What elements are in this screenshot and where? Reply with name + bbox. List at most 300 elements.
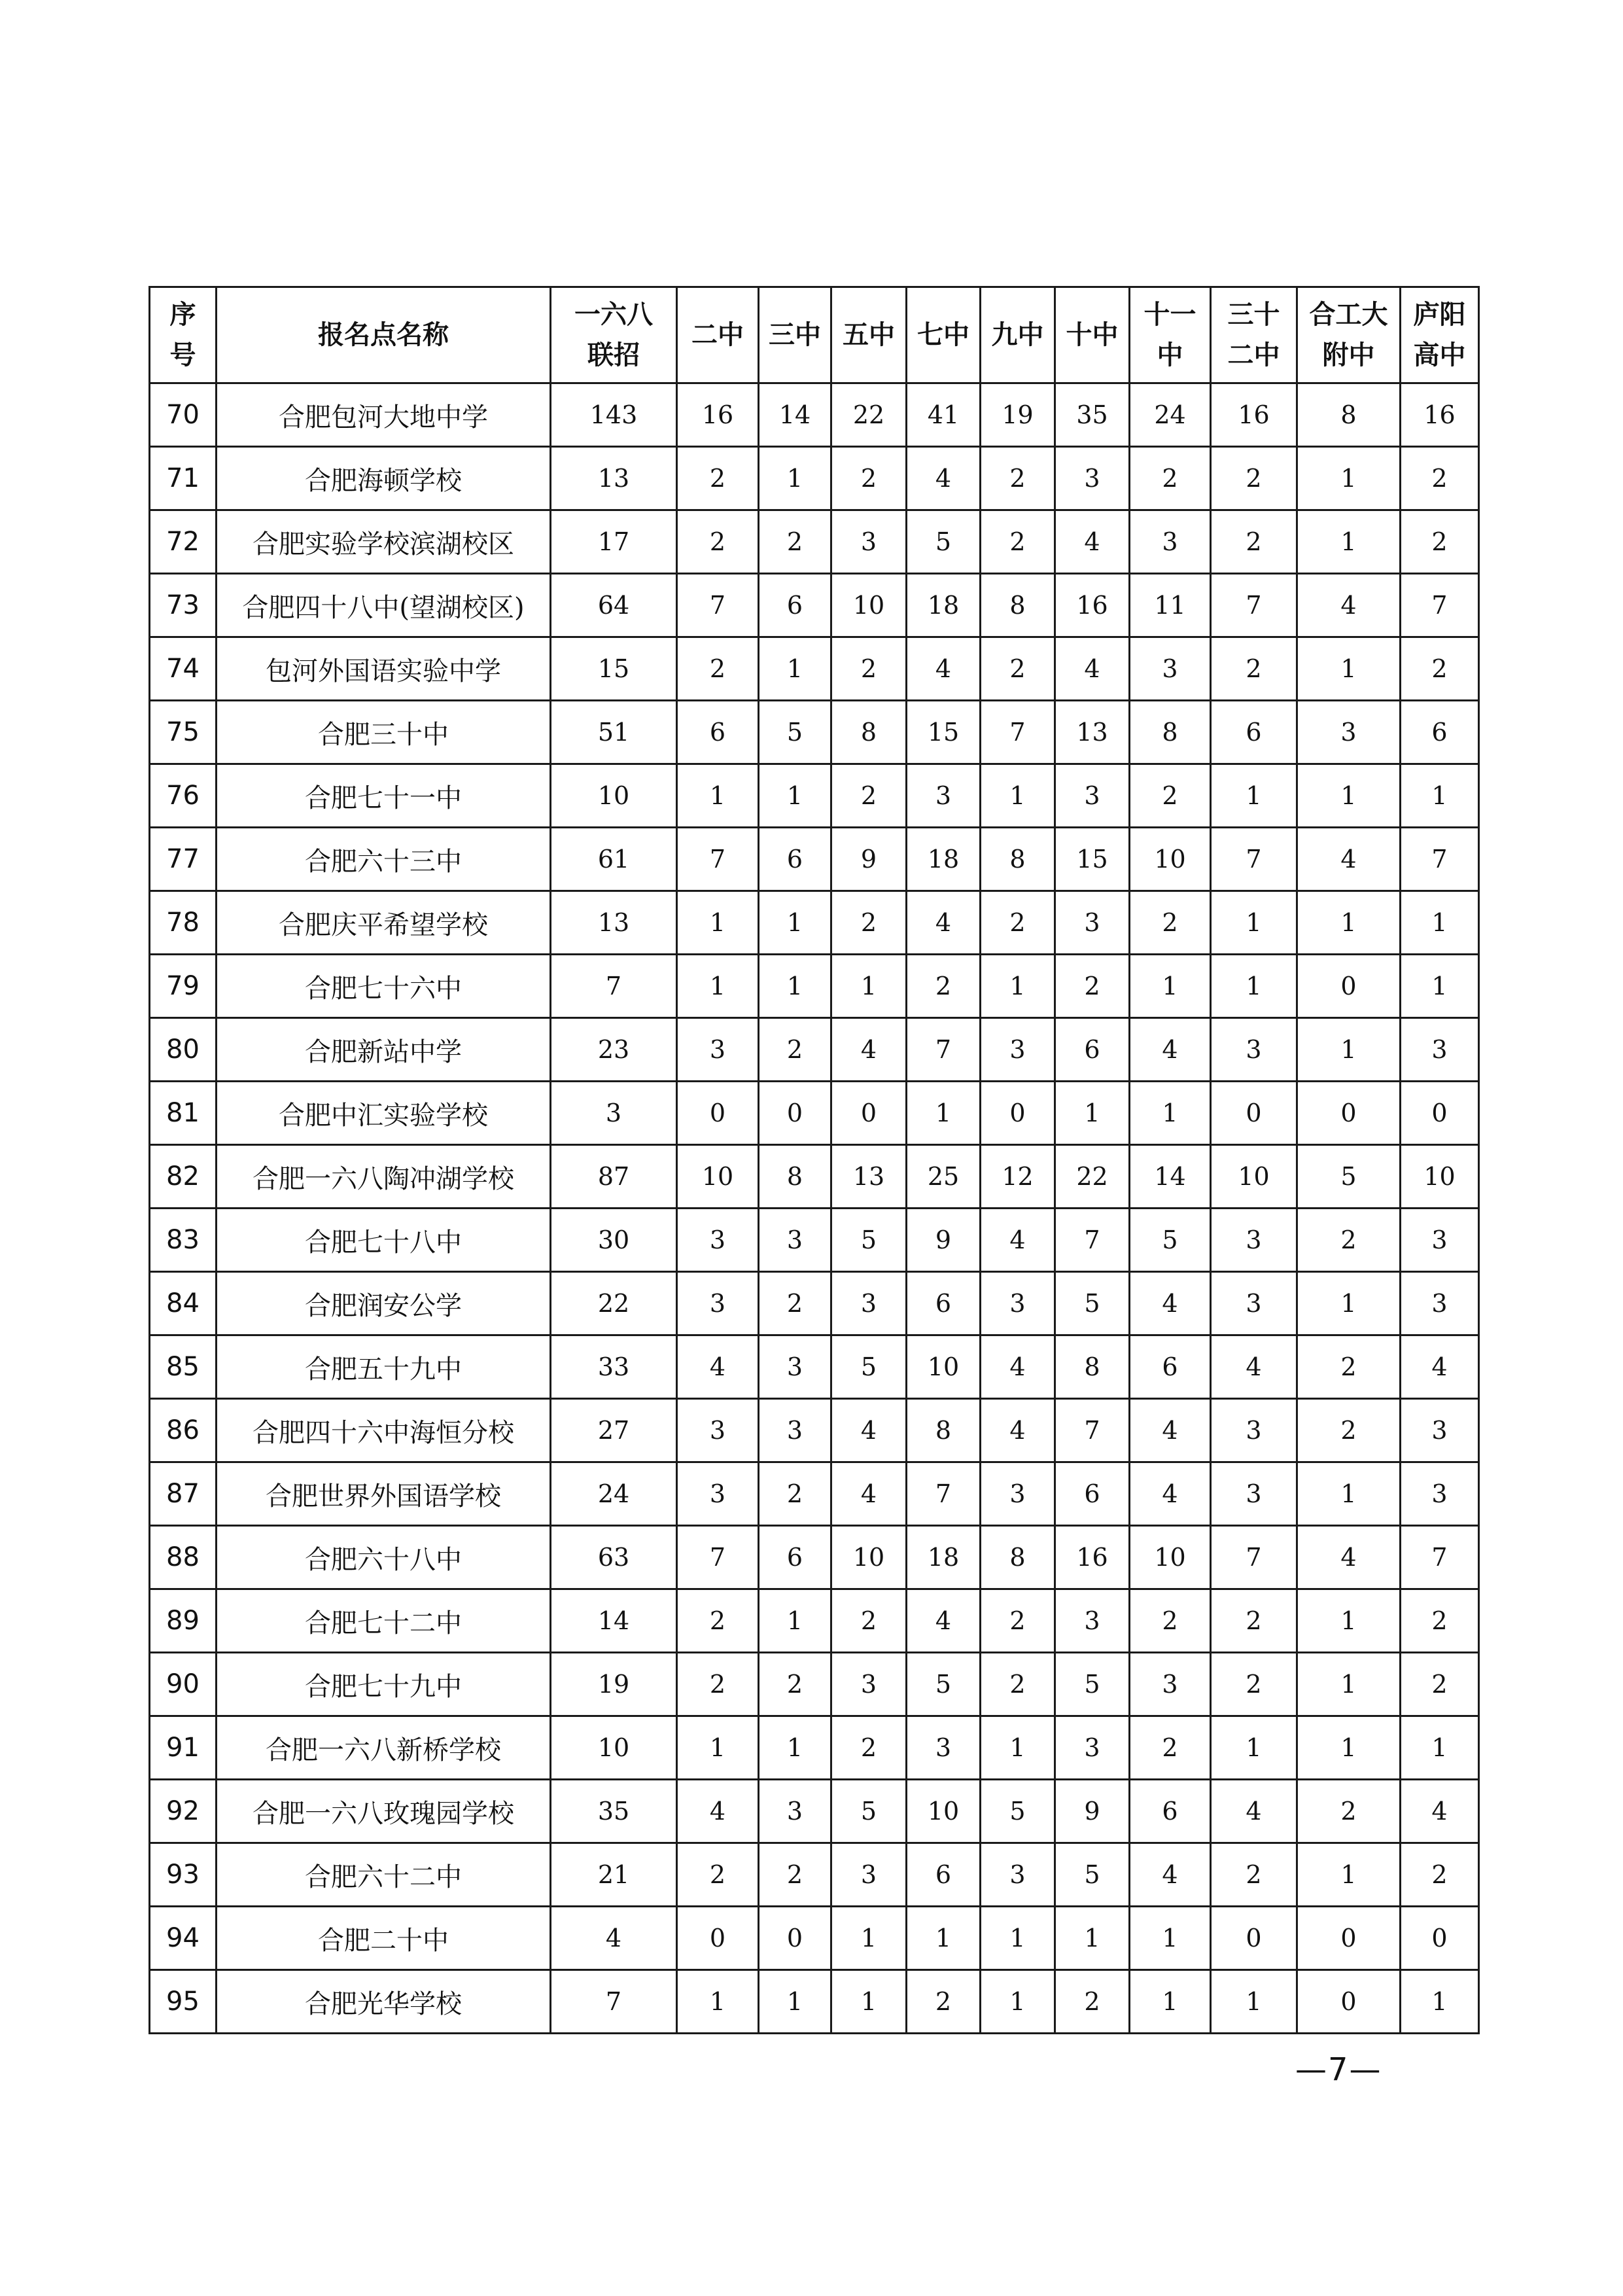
quota-cell: 24 (551, 1462, 677, 1526)
quota-cell: 8 (981, 1526, 1055, 1589)
quota-cell: 7 (677, 1526, 759, 1589)
quota-cell: 1 (1297, 1018, 1401, 1082)
quota-cell: 6 (677, 701, 759, 764)
quota-cell: 2 (907, 955, 981, 1018)
table-row (150, 1780, 1479, 1843)
quota-cell: 0 (831, 1082, 907, 1145)
quota-cell: 3 (1130, 510, 1211, 574)
row-number-cell: 95 (150, 1970, 217, 2034)
school-name-cell: 合肥七十一中 (217, 764, 551, 828)
column-header: 十一 中 (1130, 287, 1211, 383)
row-number-cell: 77 (150, 828, 217, 891)
quota-cell: 3 (759, 1780, 831, 1843)
column-header: 十中 (1055, 287, 1130, 383)
quota-cell: 1 (831, 955, 907, 1018)
quota-cell: 5 (1055, 1653, 1130, 1716)
quota-cell: 2 (907, 1970, 981, 2034)
quota-cell: 16 (677, 383, 759, 447)
quota-cell: 1 (1130, 1907, 1211, 1970)
quota-cell: 16 (1055, 1526, 1130, 1589)
quota-cell: 2 (1211, 1843, 1297, 1907)
quota-cell: 1 (1297, 510, 1401, 574)
quota-cell: 15 (551, 637, 677, 701)
quota-cell: 14 (759, 383, 831, 447)
school-name-cell: 合肥一六八陶冲湖学校 (217, 1145, 551, 1209)
quota-cell: 12 (981, 1145, 1055, 1209)
quota-cell: 0 (677, 1082, 759, 1145)
quota-cell: 5 (831, 1780, 907, 1843)
quota-cell: 10 (831, 574, 907, 637)
quota-cell: 8 (1130, 701, 1211, 764)
table-row (150, 510, 1479, 574)
quota-cell: 10 (907, 1335, 981, 1399)
quota-cell: 6 (759, 574, 831, 637)
quota-cell: 2 (1401, 1843, 1479, 1907)
column-header: 二中 (677, 287, 759, 383)
quota-cell: 5 (907, 510, 981, 574)
quota-cell: 7 (1401, 1526, 1479, 1589)
quota-cell: 9 (831, 828, 907, 891)
quota-cell: 3 (831, 510, 907, 574)
quota-cell: 7 (1055, 1399, 1130, 1462)
quota-cell: 0 (1297, 1970, 1401, 2034)
quota-cell: 1 (907, 1082, 981, 1145)
quota-cell: 2 (759, 1272, 831, 1335)
quota-cell: 22 (551, 1272, 677, 1335)
quota-cell: 3 (1055, 1716, 1130, 1780)
quota-cell: 4 (907, 1589, 981, 1653)
quota-cell: 2 (1211, 510, 1297, 574)
quota-cell: 7 (1401, 574, 1479, 637)
quota-cell: 2 (759, 1462, 831, 1526)
quota-cell: 35 (551, 1780, 677, 1843)
quota-cell: 2 (759, 1018, 831, 1082)
quota-cell: 17 (551, 510, 677, 574)
quota-cell: 16 (1055, 574, 1130, 637)
quota-cell: 1 (1130, 1970, 1211, 2034)
quota-cell: 1 (1055, 1907, 1130, 1970)
quota-cell: 1 (759, 1589, 831, 1653)
quota-cell: 2 (981, 1589, 1055, 1653)
quota-cell: 2 (759, 1843, 831, 1907)
quota-cell: 1 (677, 764, 759, 828)
quota-cell: 4 (1297, 574, 1401, 637)
quota-cell: 1 (677, 1970, 759, 2034)
quota-cell: 1 (981, 1907, 1055, 1970)
quota-cell: 2 (677, 1589, 759, 1653)
quota-cell: 7 (1211, 828, 1297, 891)
quota-cell: 1 (1297, 1716, 1401, 1780)
table-row (150, 1145, 1479, 1209)
quota-cell: 4 (1297, 828, 1401, 891)
quota-cell: 23 (551, 1018, 677, 1082)
quota-cell: 1 (831, 1970, 907, 2034)
school-name-cell: 合肥六十八中 (217, 1526, 551, 1589)
quota-cell: 13 (831, 1145, 907, 1209)
quota-cell: 2 (1401, 1589, 1479, 1653)
quota-cell: 6 (1055, 1018, 1130, 1082)
quota-cell: 5 (1055, 1843, 1130, 1907)
quota-cell: 4 (1130, 1462, 1211, 1526)
row-number-cell: 94 (150, 1907, 217, 1970)
quota-cell: 8 (831, 701, 907, 764)
quota-cell: 1 (1401, 764, 1479, 828)
table-row (150, 574, 1479, 637)
quota-cell: 2 (1055, 955, 1130, 1018)
school-name-cell: 合肥中汇实验学校 (217, 1082, 551, 1145)
quota-cell: 1 (759, 1716, 831, 1780)
quota-cell: 2 (677, 637, 759, 701)
quota-cell: 4 (981, 1399, 1055, 1462)
table-row (150, 1653, 1479, 1716)
quota-cell: 10 (907, 1780, 981, 1843)
quota-cell: 1 (1211, 1716, 1297, 1780)
quota-cell: 2 (831, 447, 907, 510)
quota-cell: 2 (981, 447, 1055, 510)
quota-cell: 2 (981, 1653, 1055, 1716)
quota-cell: 6 (1130, 1335, 1211, 1399)
school-name-cell: 合肥新站中学 (217, 1018, 551, 1082)
quota-cell: 2 (831, 1589, 907, 1653)
quota-cell: 19 (981, 383, 1055, 447)
quota-cell: 4 (1211, 1335, 1297, 1399)
quota-cell: 51 (551, 701, 677, 764)
quota-cell: 8 (759, 1145, 831, 1209)
quota-cell: 3 (1211, 1462, 1297, 1526)
quota-cell: 7 (1211, 1526, 1297, 1589)
table-row (150, 701, 1479, 764)
school-name-cell: 合肥七十八中 (217, 1209, 551, 1272)
quota-cell: 63 (551, 1526, 677, 1589)
quota-cell: 4 (831, 1018, 907, 1082)
quota-cell: 25 (907, 1145, 981, 1209)
quota-cell: 7 (981, 701, 1055, 764)
quota-cell: 3 (1401, 1399, 1479, 1462)
table-row (150, 955, 1479, 1018)
quota-cell: 2 (1297, 1780, 1401, 1843)
quota-cell: 4 (907, 447, 981, 510)
quota-cell: 3 (981, 1843, 1055, 1907)
quota-cell: 3 (1211, 1209, 1297, 1272)
quota-cell: 8 (907, 1399, 981, 1462)
quota-cell: 1 (759, 764, 831, 828)
quota-cell: 1 (1297, 1462, 1401, 1526)
column-header: 三十 二中 (1211, 287, 1297, 383)
quota-cell: 22 (831, 383, 907, 447)
quota-cell: 8 (981, 574, 1055, 637)
quota-cell: 1 (1055, 1082, 1130, 1145)
quota-cell: 2 (1297, 1209, 1401, 1272)
quota-cell: 2 (1211, 1653, 1297, 1716)
quota-cell: 5 (831, 1335, 907, 1399)
row-number-cell: 71 (150, 447, 217, 510)
quota-cell: 3 (907, 1716, 981, 1780)
row-number-cell: 73 (150, 574, 217, 637)
quota-cell: 2 (1130, 1716, 1211, 1780)
quota-cell: 2 (1401, 510, 1479, 574)
quota-cell: 5 (981, 1780, 1055, 1843)
table-row (150, 1970, 1479, 2034)
quota-cell: 2 (1130, 1589, 1211, 1653)
quota-cell: 7 (1211, 574, 1297, 637)
quota-cell: 7 (907, 1462, 981, 1526)
quota-cell: 4 (1401, 1335, 1479, 1399)
row-number-cell: 88 (150, 1526, 217, 1589)
quota-cell: 0 (1297, 955, 1401, 1018)
school-name-cell: 合肥实验学校滨湖校区 (217, 510, 551, 574)
quota-cell: 3 (1401, 1272, 1479, 1335)
table-row (150, 1399, 1479, 1462)
quota-cell: 0 (677, 1907, 759, 1970)
quota-cell: 2 (677, 510, 759, 574)
quota-cell: 9 (1055, 1780, 1130, 1843)
row-number-cell: 87 (150, 1462, 217, 1526)
quota-cell: 0 (1211, 1082, 1297, 1145)
column-header: 序 号 (150, 287, 217, 383)
quota-cell: 3 (759, 1335, 831, 1399)
enrollment-quota-table-wrapper (148, 286, 1478, 2034)
quota-cell: 1 (1297, 891, 1401, 955)
quota-cell: 1 (1211, 891, 1297, 955)
quota-cell: 1 (759, 447, 831, 510)
quota-cell: 1 (1130, 955, 1211, 1018)
column-header: 报名点名称 (217, 287, 551, 383)
quota-cell: 4 (1055, 637, 1130, 701)
table-row (150, 1907, 1479, 1970)
quota-cell: 19 (551, 1653, 677, 1716)
quota-cell: 5 (1130, 1209, 1211, 1272)
quota-cell: 1 (759, 891, 831, 955)
quota-cell: 3 (759, 1209, 831, 1272)
quota-cell: 4 (1130, 1843, 1211, 1907)
row-number-cell: 82 (150, 1145, 217, 1209)
quota-cell: 3 (1297, 701, 1401, 764)
quota-cell: 6 (1401, 701, 1479, 764)
quota-cell: 4 (1130, 1272, 1211, 1335)
row-number-cell: 80 (150, 1018, 217, 1082)
quota-cell: 3 (677, 1272, 759, 1335)
quota-cell: 8 (1055, 1335, 1130, 1399)
quota-cell: 3 (677, 1462, 759, 1526)
quota-cell: 0 (759, 1907, 831, 1970)
quota-cell: 7 (677, 828, 759, 891)
quota-cell: 4 (831, 1399, 907, 1462)
quota-cell: 10 (1211, 1145, 1297, 1209)
quota-cell: 3 (981, 1018, 1055, 1082)
quota-cell: 1 (831, 1907, 907, 1970)
table-row (150, 637, 1479, 701)
quota-cell: 2 (1130, 447, 1211, 510)
table-row (150, 447, 1479, 510)
row-number-cell: 72 (150, 510, 217, 574)
quota-cell: 6 (759, 828, 831, 891)
quota-cell: 1 (1297, 764, 1401, 828)
quota-cell: 2 (677, 1843, 759, 1907)
quota-cell: 1 (1297, 637, 1401, 701)
quota-cell: 4 (1130, 1018, 1211, 1082)
quota-cell: 3 (677, 1209, 759, 1272)
quota-cell: 2 (1401, 447, 1479, 510)
quota-cell: 61 (551, 828, 677, 891)
quota-cell: 4 (1401, 1780, 1479, 1843)
quota-cell: 14 (1130, 1145, 1211, 1209)
quota-cell: 2 (677, 447, 759, 510)
quota-cell: 0 (1297, 1907, 1401, 1970)
quota-cell: 18 (907, 574, 981, 637)
row-number-cell: 70 (150, 383, 217, 447)
quota-cell: 9 (907, 1209, 981, 1272)
school-name-cell: 合肥海顿学校 (217, 447, 551, 510)
quota-cell: 2 (831, 1716, 907, 1780)
quota-cell: 5 (1297, 1145, 1401, 1209)
school-name-cell: 合肥润安公学 (217, 1272, 551, 1335)
quota-cell: 6 (759, 1526, 831, 1589)
quota-cell: 3 (1401, 1209, 1479, 1272)
quota-cell: 2 (1211, 637, 1297, 701)
quota-cell: 2 (759, 510, 831, 574)
row-number-cell: 86 (150, 1399, 217, 1462)
quota-cell: 2 (1297, 1335, 1401, 1399)
quota-cell: 4 (981, 1209, 1055, 1272)
quota-cell: 41 (907, 383, 981, 447)
quota-cell: 1 (759, 637, 831, 701)
quota-cell: 4 (551, 1907, 677, 1970)
quota-cell: 1 (1211, 1970, 1297, 2034)
column-header: 庐阳 高中 (1401, 287, 1479, 383)
school-name-cell: 合肥七十九中 (217, 1653, 551, 1716)
quota-cell: 2 (677, 1653, 759, 1716)
school-name-cell: 合肥二十中 (217, 1907, 551, 1970)
quota-cell: 1 (1297, 1272, 1401, 1335)
school-name-cell: 包河外国语实验中学 (217, 637, 551, 701)
quota-cell: 30 (551, 1209, 677, 1272)
quota-cell: 3 (1055, 447, 1130, 510)
quota-cell: 2 (759, 1653, 831, 1716)
quota-cell: 3 (831, 1272, 907, 1335)
quota-cell: 16 (1401, 383, 1479, 447)
quota-cell: 18 (907, 1526, 981, 1589)
table-header (150, 287, 1479, 383)
quota-cell: 1 (759, 955, 831, 1018)
row-number-cell: 75 (150, 701, 217, 764)
table-row (150, 1335, 1479, 1399)
table-row (150, 383, 1479, 447)
quota-cell: 22 (1055, 1145, 1130, 1209)
table-row (150, 1082, 1479, 1145)
table-body (150, 383, 1479, 2034)
column-header: 三中 (759, 287, 831, 383)
quota-cell: 1 (1297, 447, 1401, 510)
quota-cell: 6 (1055, 1462, 1130, 1526)
quota-cell: 2 (1211, 1589, 1297, 1653)
quota-cell: 16 (1211, 383, 1297, 447)
school-name-cell: 合肥七十二中 (217, 1589, 551, 1653)
quota-cell: 2 (1401, 637, 1479, 701)
quota-cell: 27 (551, 1399, 677, 1462)
school-name-cell: 合肥六十三中 (217, 828, 551, 891)
quota-cell: 64 (551, 574, 677, 637)
quota-cell: 5 (907, 1653, 981, 1716)
table-row (150, 891, 1479, 955)
quota-cell: 2 (831, 764, 907, 828)
quota-cell: 4 (981, 1335, 1055, 1399)
quota-cell: 0 (1211, 1907, 1297, 1970)
quota-cell: 5 (1055, 1272, 1130, 1335)
table-row (150, 1462, 1479, 1526)
quota-cell: 1 (677, 891, 759, 955)
quota-cell: 2 (1055, 1970, 1130, 2034)
quota-cell: 3 (1055, 1589, 1130, 1653)
quota-cell: 10 (677, 1145, 759, 1209)
column-header: 五中 (831, 287, 907, 383)
quota-cell: 3 (1130, 1653, 1211, 1716)
quota-cell: 4 (1130, 1399, 1211, 1462)
row-number-cell: 83 (150, 1209, 217, 1272)
quota-cell: 3 (907, 764, 981, 828)
row-number-cell: 79 (150, 955, 217, 1018)
row-number-cell: 85 (150, 1335, 217, 1399)
quota-cell: 3 (831, 1843, 907, 1907)
quota-cell: 0 (1297, 1082, 1401, 1145)
school-name-cell: 合肥包河大地中学 (217, 383, 551, 447)
table-row (150, 1272, 1479, 1335)
quota-cell: 10 (831, 1526, 907, 1589)
row-number-cell: 76 (150, 764, 217, 828)
quota-cell: 6 (907, 1272, 981, 1335)
quota-cell: 7 (1055, 1209, 1130, 1272)
quota-cell: 7 (551, 1970, 677, 2034)
quota-cell: 4 (1297, 1526, 1401, 1589)
table-row (150, 1209, 1479, 1272)
quota-cell: 21 (551, 1843, 677, 1907)
quota-cell: 5 (759, 701, 831, 764)
school-name-cell: 合肥三十中 (217, 701, 551, 764)
quota-cell: 13 (551, 447, 677, 510)
quota-cell: 15 (907, 701, 981, 764)
column-header: 合工大 附中 (1297, 287, 1401, 383)
quota-cell: 143 (551, 383, 677, 447)
table-row (150, 1589, 1479, 1653)
quota-cell: 3 (1401, 1462, 1479, 1526)
quota-cell: 3 (1211, 1272, 1297, 1335)
quota-cell: 1 (981, 764, 1055, 828)
quota-cell: 4 (907, 891, 981, 955)
quota-cell: 1 (1130, 1082, 1211, 1145)
quota-cell: 14 (551, 1589, 677, 1653)
row-number-cell: 81 (150, 1082, 217, 1145)
quota-cell: 13 (1055, 701, 1130, 764)
quota-cell: 87 (551, 1145, 677, 1209)
header-row (150, 287, 1479, 383)
quota-cell: 4 (677, 1335, 759, 1399)
school-name-cell: 合肥四十六中海恒分校 (217, 1399, 551, 1462)
quota-cell: 3 (831, 1653, 907, 1716)
quota-cell: 10 (1401, 1145, 1479, 1209)
school-name-cell: 合肥七十六中 (217, 955, 551, 1018)
column-header: 一六八 联招 (551, 287, 677, 383)
quota-cell: 3 (551, 1082, 677, 1145)
quota-cell: 1 (1401, 1716, 1479, 1780)
quota-cell: 18 (907, 828, 981, 891)
quota-cell: 2 (1130, 891, 1211, 955)
table-row (150, 1843, 1479, 1907)
quota-cell: 4 (1055, 510, 1130, 574)
quota-cell: 10 (1130, 828, 1211, 891)
quota-cell: 2 (981, 637, 1055, 701)
quota-cell: 4 (907, 637, 981, 701)
quota-cell: 1 (907, 1907, 981, 1970)
quota-cell: 3 (1211, 1399, 1297, 1462)
